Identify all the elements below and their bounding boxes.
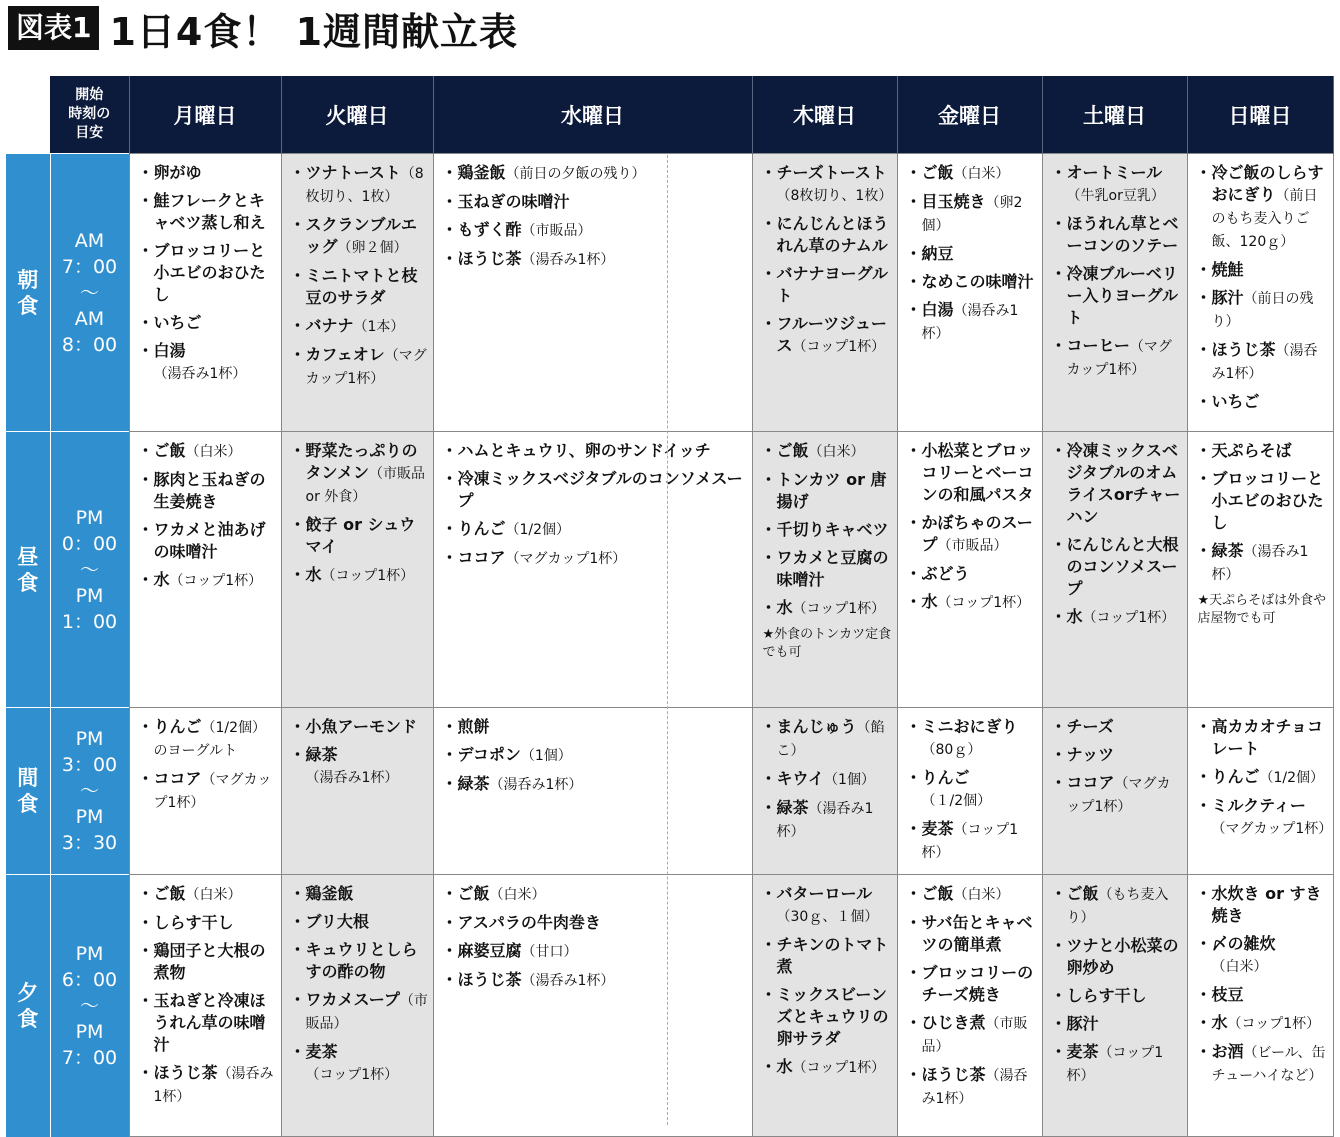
menu-item: ・玉ねぎと冷凍ほうれん草の味噌汁 [137,991,266,1054]
menu-item-detail: （白米） [953,887,1010,903]
cell-note: ★外食のトンカツ定食でも可 [762,627,892,660]
menu-cell [1187,154,1333,432]
menu-cell [281,432,433,708]
menu-item-detail: （湯呑み1杯） [153,366,247,382]
menu-cell [281,875,433,1137]
menu-item: ・キウイ（1個） [760,769,875,788]
menu-item: ・しらす干し [1050,986,1147,1005]
menu-item: ・冷凍ミックスベジタブルのコンソメスープ [441,469,743,510]
menu-item: ・アスパラの牛肉巻き [441,913,601,932]
menu-cell [1187,708,1333,875]
menu-item: ・りんご（1/2個） [1195,767,1325,786]
menu-item-detail: （80ｇ） [921,742,982,758]
menu-item-detail: （白米） [1211,959,1268,975]
menu-item: ・餃子 or シュウマイ [289,515,416,556]
menu-item: ・ご飯（白米） [137,884,242,903]
menu-item: ・バナナヨーグルト [760,264,889,305]
menu-cell [129,432,281,708]
menu-item: ・水（コップ1杯） [1050,607,1176,626]
menu-item: ・トンカツ or 唐揚げ [760,470,887,511]
menu-item: ・サバ缶とキャベツの簡単煮 [905,913,1033,954]
menu-item: ・ミニおにぎり（80ｇ） [905,717,1018,758]
day-header: 火曜日 [281,76,433,154]
menu-item: ・豚汁 [1050,1014,1099,1033]
menu-item: ・水（コップ1杯） [1195,1013,1321,1032]
menu-item: ・りんご（１/2個） [905,768,992,809]
menu-item: ・チキンのトマト煮 [760,935,889,976]
menu-item: ・鶏団子と大根の煮物 [137,941,266,982]
menu-item-detail: （マグカップ1杯） [1066,776,1171,815]
menu-cell [129,875,281,1137]
menu-item: ・玉ねぎの味噌汁 [441,192,570,211]
menu-item-detail: （マグカップ1杯） [505,551,627,567]
menu-item: ・緑茶（湯呑み1杯） [760,798,874,840]
menu-item: ・ほうじ茶（湯呑み1杯） [905,1065,1028,1107]
menu-item: ・コーヒー（マグカップ1杯） [1050,336,1172,378]
menu-item-detail: （1/2個） [1259,770,1325,786]
menu-item: ・ワカメと油あげの味噌汁 [137,520,266,561]
menu-item-detail: （市販品） [921,1016,1028,1055]
menu-item: ・ココア（マグカップ1杯） [1050,773,1171,815]
menu-item-detail: （前日のもち麦入りご飯、120ｇ） [1211,188,1318,250]
menu-item-detail: （コップ1杯） [169,573,263,589]
menu-item: ・野菜たっぷりのタンメン（市販品 or 外食） [289,441,426,505]
menu-item: ・鶏釜飯 [289,884,354,903]
menu-item: ・ご飯（白米） [905,884,1010,903]
menu-item-detail: （前日の残り） [1211,291,1314,330]
title-text: 1日4食！ 1週間献立表 [109,9,519,54]
menu-item: ・豚肉と玉ねぎの生姜焼き [137,470,266,511]
menu-item-detail: （市販品） [937,538,1008,554]
menu-item: ・ワカメと豆腐の味噌汁 [760,548,889,589]
menu-item: ・ミルクティー（マグカップ1杯） [1195,796,1333,837]
menu-item-detail: （市販品） [521,223,592,239]
menu-item-detail: （湯呑み1杯） [489,777,583,793]
menu-item-detail: （コップ1杯） [1227,1016,1321,1032]
menu-item-detail: （コップ1杯） [792,601,886,617]
menu-item-detail: （コップ1杯） [937,595,1031,611]
menu-item: ・ツナと小松菜の卵炒め [1050,936,1179,977]
menu-cell [752,154,897,432]
menu-item: ・フルーツジュース（コップ1杯） [760,314,887,355]
menu-cell [1042,708,1187,875]
menu-cell [752,708,897,875]
menu-item: ・ほうじ茶（湯呑み1杯） [137,1063,274,1105]
meal-label: 夕 食 [6,875,50,1137]
menu-item: ・ミニトマトと枝豆のサラダ [289,266,418,307]
time-header: 開始 時刻の 目安 [50,76,129,154]
menu-item: ・ご飯（白米） [760,441,865,460]
menu-body [6,154,1333,1137]
menu-item: ・麦茶（コップ1杯） [905,819,1019,861]
menu-item: ・いちご [1195,392,1260,411]
day-header: 水曜日 [433,76,752,154]
menu-item-detail: （ビール、缶チューハイなど） [1211,1045,1326,1084]
menu-item: ・りんご（1/2個） [441,519,571,538]
menu-item: ・天ぷらそば [1195,441,1292,460]
menu-item: ・ブロッコリーと小エビのおひたし [137,241,266,304]
meal-row [6,154,1333,432]
menu-item: ・カフェオレ（マグカップ1杯） [289,345,427,387]
menu-item: ・にんじんと大根のコンソメスープ [1050,535,1179,598]
menu-item: ・なめこの味噌汁 [905,272,1034,291]
menu-item-detail: （白米） [953,166,1010,182]
menu-item: ・水炊き or すき焼き [1195,884,1322,925]
menu-cell [433,432,752,708]
menu-cell [897,708,1042,875]
menu-item: ・ココア（マグカップ1杯） [441,548,627,567]
menu-item-detail: （コップ1杯） [792,1060,886,1076]
menu-item: ・水（コップ1杯） [905,592,1031,611]
meal-row [6,432,1333,708]
menu-item: ・スクランブルエッグ（卵２個） [289,215,417,256]
menu-item: ・煎餅 [441,717,490,736]
time-range: PM 3：00 ～ PM 3：30 [50,708,129,875]
menu-item: ・ナッツ [1050,745,1115,764]
menu-item: ・焼鮭 [1195,260,1244,279]
menu-item: ・水（コップ1杯） [760,598,886,617]
menu-item-detail: （マグカップ1杯） [1211,821,1333,837]
menu-item: ・枝豆 [1195,985,1244,1004]
menu-item: ・白湯（湯呑み1杯） [137,341,247,382]
menu-item: ・ブロッコリーのチーズ焼き [905,963,1034,1004]
menu-item: ・チーズトースト（8枚切り、1枚） [760,163,893,204]
menu-cell [1042,875,1187,1137]
menu-item: ・もずく酢（市販品） [441,220,592,239]
menu-item: ・麻婆豆腐（甘口） [441,941,578,960]
menu-item: ・ご飯（白米） [137,441,242,460]
menu-item: ・ブリ大根 [289,912,369,931]
menu-cell [433,875,752,1137]
day-header: 日曜日 [1187,76,1333,154]
day-header: 土曜日 [1042,76,1187,154]
menu-item: ・チーズ [1050,717,1114,736]
menu-cell [1042,432,1187,708]
cell-note: ★天ぷらそばは外食や店屋物でも可 [1197,593,1327,626]
day-header: 木曜日 [752,76,897,154]
menu-item: ・ほうじ茶（湯呑み1杯） [441,249,615,268]
menu-item-detail: （湯呑み1杯） [521,252,615,268]
menu-item-detail: （卵２個） [337,240,408,256]
menu-item-detail: （白米） [808,444,865,460]
menu-cell [433,708,752,875]
menu-table [6,76,1334,1137]
menu-cell [897,154,1042,432]
time-range: PM 6：00 ～ PM 7：00 [50,875,129,1137]
menu-item: ・しらす干し [137,913,234,932]
menu-item-detail: （コップ1杯） [792,339,886,355]
time-range: AM 7：00 ～ AM 8：00 [50,154,129,432]
menu-item-detail: （湯呑み1杯） [921,1068,1028,1107]
menu-item-detail: （コップ1杯） [1082,610,1176,626]
meal-row [6,875,1333,1137]
menu-item-detail: （湯呑み1杯） [521,973,615,989]
menu-item-detail: （コップ1杯） [321,568,415,584]
menu-item: ・ご飯（白米） [905,163,1010,182]
menu-item: ・かぼちゃのスープ（市販品） [905,513,1033,554]
menu-item-detail: （湯呑み1杯） [1211,544,1309,583]
menu-item: ・オートミール（牛乳or豆乳） [1050,163,1165,204]
menu-item: ・鮭フレークとキャベツ蒸し和え [137,191,266,232]
menu-item-detail: （湯呑み1杯） [921,303,1019,342]
day-header: 月曜日 [129,76,281,154]
figure-badge: 図表1 [8,6,99,50]
menu-item: ・冷凍ブルーベリー入りヨーグルト [1050,264,1179,327]
menu-item: ・緑茶（湯呑み1杯） [1195,541,1309,583]
menu-cell [281,154,433,432]
menu-item-detail: （1/2個）のヨーグルト [153,720,267,759]
menu-cell [129,154,281,432]
menu-item: ・豚汁（前日の残り） [1195,288,1314,330]
menu-item: ・緑茶（湯呑み1杯） [289,745,399,786]
menu-item: ・ひじき煮（市販品） [905,1013,1028,1055]
menu-item-detail: （湯呑み1杯） [1211,343,1318,382]
menu-item-detail: （１/2個） [921,793,992,809]
menu-item-detail: （コップ1杯） [1066,1045,1164,1084]
menu-cell [433,154,752,432]
menu-item: ・緑茶（湯呑み1杯） [441,774,583,793]
menu-item-detail: （白米） [185,444,242,460]
menu-item: ・鶏釜飯（前日の夕飯の残り） [441,163,646,182]
menu-item-detail: （白米） [489,887,546,903]
menu-item: ・まんじゅう（餡こ） [760,717,885,759]
menu-item-detail: （1/2個） [505,522,571,538]
menu-item-detail: （1本） [353,319,405,335]
menu-item: ・高カカオチョコレート [1195,717,1324,758]
menu-item-detail: （卵2個） [921,195,1023,234]
menu-item: ・〆の雑炊（白米） [1195,934,1276,975]
menu-item-detail: （8枚切り、1枚） [305,166,424,205]
header-row [6,76,1333,154]
menu-item-detail: （30ｇ、１個） [776,909,879,925]
time-range: PM 0：00 ～ PM 1：00 [50,432,129,708]
menu-item-detail: （もち麦入り） [1066,887,1169,926]
day-header: 金曜日 [897,76,1042,154]
menu-item: ・目玉焼き（卵2個） [905,192,1023,234]
page-title [8,4,518,52]
meal-label: 朝 食 [6,154,50,432]
menu-item: ・お酒（ビール、缶チューハイなど） [1195,1042,1326,1084]
menu-cell [1187,432,1333,708]
menu-item: ・ほうれん草とベーコンのソテー [1050,214,1179,255]
menu-cell [1042,154,1187,432]
menu-item: ・キュウリとしらすの酢の物 [289,940,418,981]
menu-item: ・千切りキャベツ [760,520,889,539]
menu-item: ・ほうじ茶（湯呑み1杯） [441,970,615,989]
meal-row [6,708,1333,875]
menu-cell [897,875,1042,1137]
menu-item: ・水（コップ1杯） [760,1057,886,1076]
menu-item-detail: （1個） [520,748,572,764]
menu-item-detail: （マグカップ1杯） [1066,339,1172,378]
menu-item: ・水（コップ1杯） [289,565,415,584]
menu-item-detail: （湯呑み1杯） [776,801,874,840]
menu-item: ・ご飯（白米） [441,884,546,903]
menu-item-detail: （餡こ） [776,720,885,759]
menu-item: ・ミックスビーンズとキュウリの卵サラダ [760,985,889,1048]
menu-item: ・ご飯（もち麦入り） [1050,884,1169,926]
menu-item: ・デコポン（1個） [441,745,572,764]
menu-cell [752,875,897,1137]
menu-item: ・麦茶（コップ1杯） [289,1042,399,1083]
menu-item: ・ワカメスープ（市販品） [289,990,428,1032]
menu-item-detail: （湯呑み1杯） [153,1066,274,1105]
menu-item-detail: （市販品） [305,993,428,1032]
menu-item: ・ぶどう [905,564,970,583]
corner-cell [6,76,50,154]
menu-item: ・にんじんとほうれん草のナムル [760,214,889,255]
menu-item-detail: （1個） [824,772,875,788]
menu-item-detail: （牛乳or豆乳） [1066,188,1165,204]
menu-item-detail: （市販品 or 外食） [305,466,426,505]
menu-item: ・卵がゆ [137,163,202,182]
menu-cell [897,432,1042,708]
menu-item: ・小魚アーモンド [289,717,418,736]
menu-item: ・バナナ（1本） [289,316,405,335]
menu-item-detail: （甘口） [521,944,578,960]
menu-item: ・冷ご飯のしらすおにぎり（前日のもち麦入りご飯、120ｇ） [1195,163,1324,250]
meal-label: 昼 食 [6,432,50,708]
menu-item: ・バターロール（30ｇ、１個） [760,884,879,925]
menu-cell [1187,875,1333,1137]
menu-item-detail: （8枚切り、1枚） [776,188,893,204]
menu-item: ・白湯（湯呑み1杯） [905,300,1019,342]
menu-item: ・納豆 [905,244,954,263]
menu-item: ・ブロッコリーと小エビのおひたし [1195,469,1324,532]
menu-item-detail: （コップ1杯） [921,822,1019,861]
menu-item-detail: （マグカップ1杯） [153,772,272,811]
menu-item: ・りんご（1/2個）のヨーグルト [137,717,267,759]
menu-cell [752,432,897,708]
menu-item: ・ほうじ茶（湯呑み1杯） [1195,340,1318,382]
menu-cell [129,708,281,875]
meal-label: 間 食 [6,708,50,875]
menu-item-detail: （白米） [185,887,242,903]
menu-item: ・小松菜とブロッコリーとベーコンの和風パスタ [905,441,1034,504]
menu-item-detail: （コップ1杯） [305,1067,399,1083]
menu-item: ・ココア（マグカップ1杯） [137,769,272,811]
menu-item-detail: （前日の夕飯の残り） [505,166,646,182]
menu-item: ・いちご [137,313,202,332]
column-divider [667,155,668,1125]
menu-item: ・冷凍ミックスベジタブルのオムライスorチャーハン [1050,441,1181,526]
menu-item: ・麦茶（コップ1杯） [1050,1042,1164,1084]
menu-item: ・ハムとキュウリ、卵のサンドイッチ [441,441,711,460]
menu-item: ・ツナトースト（8枚切り、1枚） [289,163,424,205]
menu-item-detail: （マグカップ1杯） [305,348,427,387]
menu-cell [281,708,433,875]
menu-item: ・水（コップ1杯） [137,570,263,589]
menu-item-detail: （湯呑み1杯） [305,770,399,786]
